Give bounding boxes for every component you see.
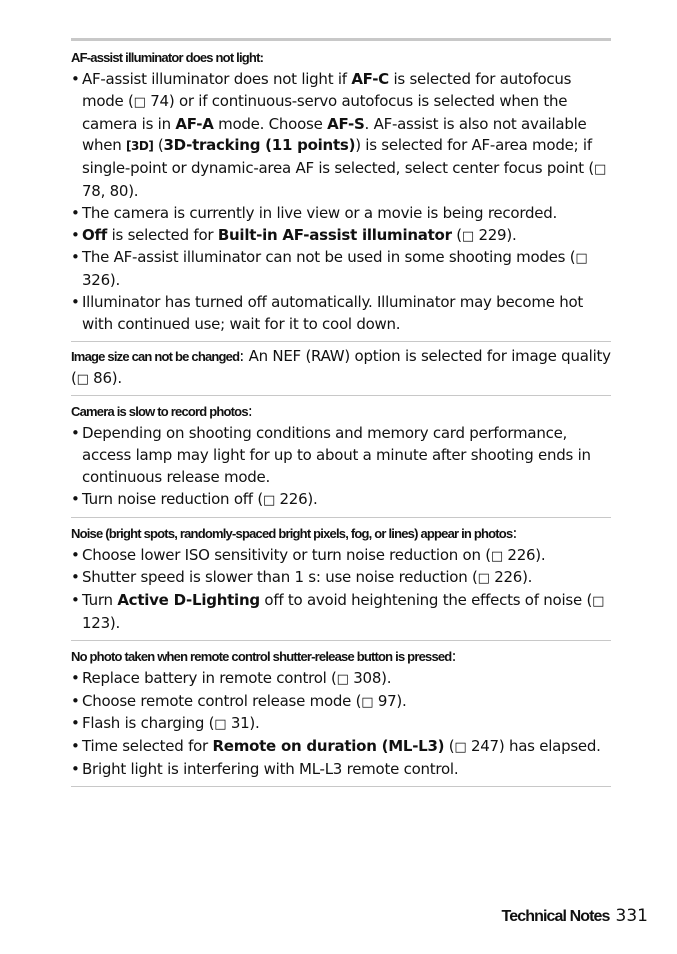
section-3 [71, 395, 611, 516]
page-reference-icon: □ [76, 371, 89, 387]
list-item: • The AF-assist illuminator can not be used in some shooting modes (□ 326). [71, 247, 611, 292]
page-reference-icon: □ [361, 694, 374, 710]
bullet-list [71, 668, 611, 781]
bullet-list [71, 423, 611, 511]
list-item: • Replace battery in remote control (□ 308). [71, 668, 611, 691]
page-number: 331 [615, 906, 648, 926]
bold-term: AF-C [351, 70, 389, 88]
list-item: • Time selected for Remote on duration (ML-L3) (□ 247) has elapsed. [71, 736, 611, 759]
page-footer [502, 906, 648, 926]
bullet-list [71, 545, 611, 635]
troubleshooting-content [71, 38, 611, 787]
bold-term: Active D-Lighting [117, 591, 260, 610]
page-reference-icon: □ [336, 671, 349, 687]
footer-section-label: Technical Notes [501, 908, 610, 925]
page-reference-icon: □ [594, 162, 607, 178]
list-item: • Turn Active D-Lighting off to avoid heightening the effects of noise (□ 123). [71, 590, 611, 635]
bold-term: Remote on duration (ML-L3) [212, 737, 445, 756]
list-item: • Choose lower ISO sensitivity or turn noise reduction on (□ 226). [71, 545, 611, 568]
3d-tracking-icon: [3D] [126, 139, 154, 154]
bold-term: AF-S [327, 114, 365, 133]
section-paragraph: Image size can not be changed: An NEF (RAW) option is selected for image quality (□ 86). [71, 346, 611, 387]
list-item: • Turn noise reduction off (□ 226). [71, 489, 611, 512]
page-reference-icon: □ [477, 571, 490, 587]
list-item: • Flash is charging (□ 31). [71, 713, 611, 736]
page-reference-icon: □ [262, 492, 275, 508]
page-reference-icon: □ [592, 594, 605, 610]
section-heading: Image size can not be changed [71, 348, 240, 364]
list-item: • The camera is currently in live view or a movie is being recorded. [71, 203, 611, 225]
bold-term: Built-in AF-assist illuminator [217, 225, 452, 244]
section-1 [71, 38, 611, 341]
section-heading: AF-assist illuminator does not light: [71, 50, 264, 65]
list-item: • Choose remote control release mode (□ 97). [71, 691, 611, 714]
page-reference-icon: □ [214, 717, 227, 733]
section-heading: Camera is slow to record photos: [71, 402, 253, 421]
section-5 [71, 640, 611, 787]
bold-term: Off [82, 225, 108, 244]
page-reference-icon: □ [575, 251, 588, 267]
list-item: • Bright light is interfering with ML-L3 remote control. [71, 759, 611, 781]
list-item: • AF-assist illuminator does not light if AF-C is selected for autofocus mode (□ 74) or if continuous-servo autofocus is selected when the camera is in AF-A mode. Choose AF-S. AF-assist is also not available when [3D] (3D-tracking (11 points)) is selected for AF-area mode; if single-point or dynamic-area AF is selected, select center focus point (□ 78, 80). [71, 69, 611, 203]
bold-term: 3D-tracking (11 points) [163, 136, 356, 155]
list-item: • Depending on shooting conditions and memory card performance, access lamp may light for up to about a minute after shooting ends in continuous release mode. [71, 423, 611, 488]
bullet-list [71, 69, 611, 336]
section-heading: No photo taken when remote control shutter-release button is pressed: [71, 646, 457, 665]
page-reference-icon: □ [133, 94, 146, 110]
page-reference-icon: □ [461, 228, 474, 244]
bold-term: AF-A [175, 114, 214, 133]
list-item: • Off is selected for Built-in AF-assist illuminator (□ 229). [71, 225, 611, 248]
section-4 [71, 517, 611, 640]
section-heading: Noise (bright spots, randomly-spaced bright pixels, fog, or lines) appear in photos: [71, 523, 518, 542]
list-item: • Illuminator has turned off automatically. Illuminator may become hot with continued use; wait for it to cool down. [71, 292, 611, 336]
section-2 [71, 341, 611, 396]
list-item: • Shutter speed is slower than 1 s: use noise reduction (□ 226). [71, 567, 611, 590]
page-reference-icon: □ [490, 548, 503, 564]
page-reference-icon: □ [454, 740, 467, 756]
